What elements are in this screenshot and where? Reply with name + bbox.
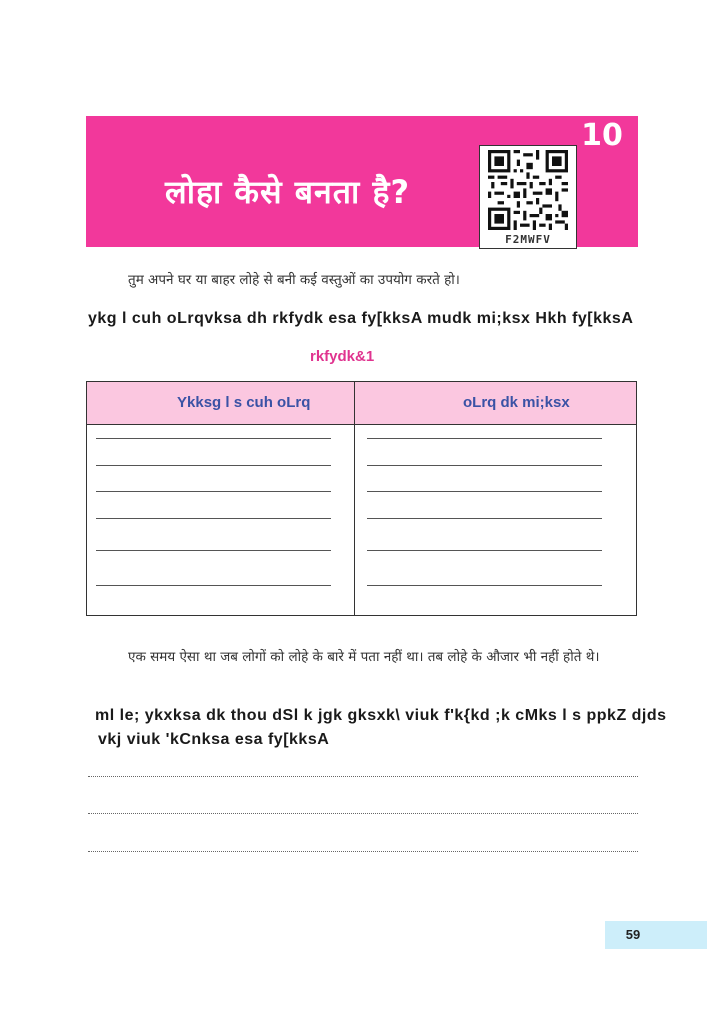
answer-line[interactable] [367,438,602,439]
answer-line[interactable] [367,518,602,519]
activity-label: rkfydk&1 [310,348,375,365]
answer-line[interactable] [367,491,602,492]
chapter-number: 10 [581,118,623,153]
qr-code[interactable] [479,145,577,249]
dotted-answer-line[interactable] [88,851,638,852]
qr-pattern-icon [488,150,568,230]
column-heading-objects: Ykksg l s cuh oLrq [177,394,311,411]
page-number-box [605,921,707,949]
answer-line[interactable] [96,550,331,551]
instruction-2-line-2: vkj viuk 'kCnksa esa fy[kksA [98,731,330,748]
answer-line[interactable] [96,438,331,439]
intro-text: तुम अपने घर या बाहर लोहे से बनी कई वस्तुओं का उपयोग करते हो। [128,272,460,288]
answer-line[interactable] [96,465,331,466]
answer-line[interactable] [367,465,602,466]
column-divider [354,382,355,615]
dotted-answer-line[interactable] [88,776,638,777]
activity-table [86,381,637,616]
dotted-answer-line[interactable] [88,813,638,814]
column-heading-uses: oLrq dk mi;ksx [463,394,570,411]
answer-line[interactable] [367,550,602,551]
answer-line[interactable] [96,518,331,519]
instruction-2-line-1: ml le; ykxksa dk thou dSl k jgk gksxk\ viuk f'k{kd ;k cMks l s ppkZ djds [95,707,667,724]
instruction-1: ykg l cuh oLrqvksa dh rkfydk esa fy[kksA mudk mi;ksx Hkh fy[kksA [88,310,634,327]
qr-code-label: F2MWFV [505,233,551,246]
chapter-title: लोहा कैसे बनता है? [165,173,411,211]
history-text: एक समय ऐसा था जब लोगों को लोहे के बारे में पता नहीं था। तब लोहे के औजार भी नहीं होते थे। [128,649,600,665]
answer-line[interactable] [367,585,602,586]
answer-line[interactable] [96,491,331,492]
answer-line[interactable] [96,585,331,586]
page-number: 59 [625,927,641,942]
